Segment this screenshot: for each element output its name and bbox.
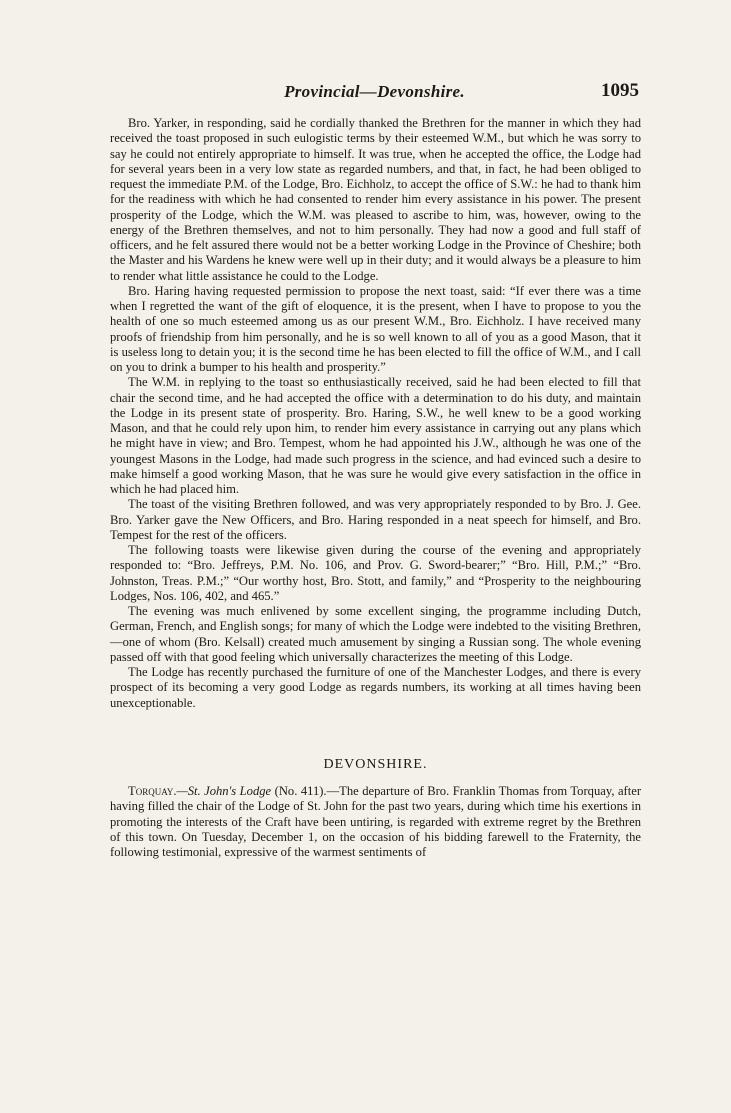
paragraph-haring-toast: Bro. Haring having requested permission to propose the next toast, said: “If ever there was a time when I regretted the want of the gift of eloquence, it is the present, when I have to propose to you the health of one so much esteemed among us as our present W.M., Bro. Eichholz. I have received many proofs of friendship from him personally, and he is so well known to all of you as a good Mason, that it is useless long to detain you; it is the second time he has been elected to fill the office of W.M., and I call on you to drink a bumper to his health and prosperity.” [110,283,641,374]
paragraph-wm-reply: The W.M. in replying to the toast so enthusiastically received, said he had been elected to fill that chair the second time, and he had accepted the office with a determination to do his duty, and maintain the Lodge in its present state of prosperity. Bro. Haring, S.W., he well knew to be a good working Mason, and that he could rely upon him, to render him every assistance in carrying out any plans which he might have in view; and Bro. Tempest, whom he had appointed his J.W., although he was one of the youngest Masons in the Lodge, had made such progress in the science, and had evinced such a desire to make himself a good working Mason, that he was sure he would give every satisfaction in the office in which he had placed him. [110,375,641,496]
paragraph-toasts: The following toasts were likewise given during the course of the evening and appropriately responded to: “Bro. Jeffreys, P.M. No. 106, and Prov. G. Sword-bearer;” “Bro. Hill, P.M.;” “Bro. Johnston, Treas. P.M.;” “Our worthy host, Bro. Stott, and family,” and “Prosperity to the neighbouring Lodges, Nos. 106, 402, and 465.” [110,543,641,603]
place-name: Torquay. [128,784,177,798]
page-header [110,80,639,106]
lodge-name: —St. John's Lodge [176,784,272,798]
paragraph-evening: The evening was much enlivened by some excellent singing, the programme including Dutch, German, French, and English songs; for many of which the Lodge were indebted to the visiting Brethren,—one of whom (Bro. Kelsall) created much amusement by singing a Russian song. The whole evening passed off with that good feeling which universally characterizes the meeting of this Lodge. [110,604,641,664]
paragraph-torquay [110,784,641,860]
page-number: 1095 [601,80,639,101]
paragraph-visiting-brethren: The toast of the visiting Brethren followed, and was very appropriately responded to by Bro. J. Gee. Bro. Yarker gave the New Officers, and Bro. Haring responded in a neat speech for himself, and Bro. Tempest for the rest of the officers. [110,497,641,542]
paragraph-yarker-response: Bro. Yarker, in responding, said he cordially thanked the Brethren for the manner in which they had received the toast proposed in such eulogistic terms by their esteemed W.M., but which he was sorry to say he could not entirely appropriate to himself. It was true, when he accepted the office, the Lodge had for several years been in a very low state as regarded numbers, and that, in fact, he had been obliged to request the immediate P.M. of the Lodge, Bro. Eichholz, to accept the office of S.W.: he had to thank him for the readiness with which he had consented to render him every assistance in his power. The present prosperity of the Lodge, which the W.M. was pleased to ascribe to him, was, however, owing to the energy of the Brethren themselves, and not to him personally. They had now a good and full staff of officers, and he felt assured there would not be a better working Lodge in the Province of Cheshire; both the Master and his Wardens he knew were well up in their duty; and it would always be a pleasure to him to render what little assistance he could to the Lodge. [110,116,641,283]
paragraph-furniture: The Lodge has recently purchased the furniture of one of the Manchester Lodges, and there is every prospect of its becoming a very good Lodge as regards numbers, its working at all times having been unexceptionable. [110,665,641,710]
article-body [110,116,641,860]
section-heading: DEVONSHIRE. [323,756,428,772]
torquay-text: (No. 411).—The departure of Bro. Franklin Thomas from Torquay, after having filled the chair of the Lodge of St. John for the past two years, during which time his exertions in promoting the interests of the Craft have been untiring, is regarded with extreme regret by the Brethren of this town. On Tuesday, December 1, on the occasion of his bidding farewell to the Fraternity, the following testimonial, expressive of the warmest sentiments of [110,784,642,859]
running-title: Provincial—Devonshire. [284,82,465,101]
